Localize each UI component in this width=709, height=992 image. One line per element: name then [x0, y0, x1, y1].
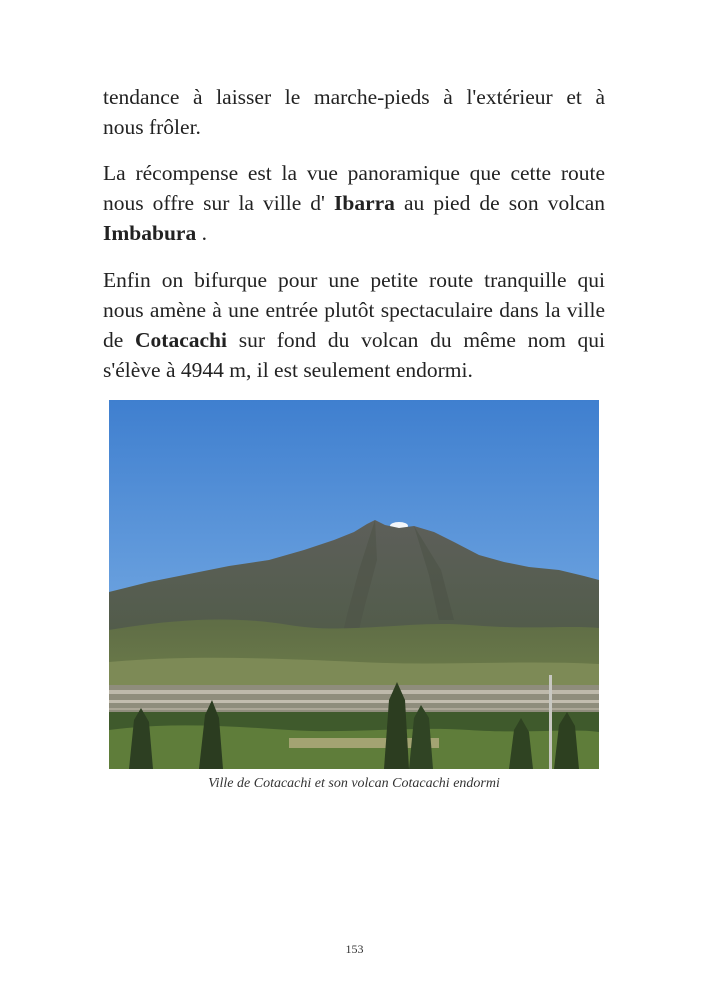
- paragraph-2-text: au pied de son volcan: [394, 191, 605, 215]
- paragraph-3-text: sur fond du volcan du même nom qui s'élève à 4944 m, il est seulement endormi.: [103, 328, 606, 382]
- paragraph-2-text: La récompense est la vue panoramique que cette route nous offre sur la ville d': [103, 161, 605, 215]
- figure-caption: Ville de Cotacachi et son volcan Cotacachi endormi: [208, 776, 500, 791]
- page-number: 153: [345, 942, 364, 956]
- place-name-ibarra: Ibarra: [334, 191, 395, 215]
- paragraph-2-text: .: [196, 221, 207, 245]
- paragraph-1-line-1: tendance à laisser le marche-pieds à l'extérieur et à: [103, 85, 605, 109]
- paragraph-3-text: Enfin on bifurque pour une petite route tranquille qui nous amène à une entrée plutôt spectaculaire dans la ville de: [103, 268, 605, 352]
- paragraph-1-line-2: nous frôler.: [103, 115, 201, 139]
- paragraph-1: [103, 82, 605, 142]
- paragraph-3: [103, 265, 605, 385]
- volcano-photo: [109, 400, 599, 769]
- place-name-imbabura: Imbabura: [103, 221, 197, 245]
- place-name-cotacachi: Cotacachi: [135, 328, 227, 352]
- paragraph-2: [103, 158, 605, 248]
